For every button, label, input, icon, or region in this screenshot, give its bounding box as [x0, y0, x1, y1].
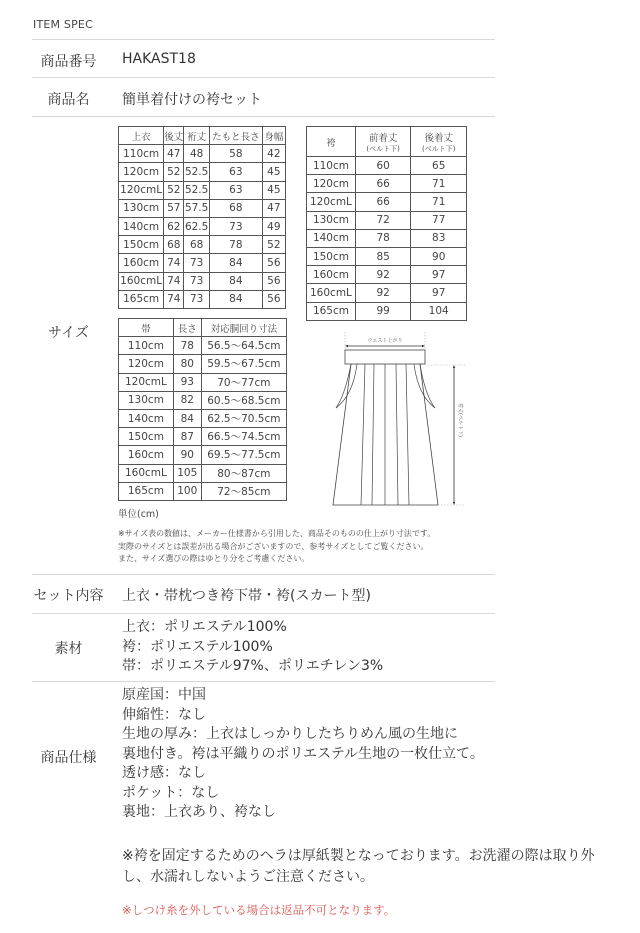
- table-cell: 70〜77cm: [201, 373, 286, 391]
- divider: [32, 39, 495, 40]
- table-cell: 120cmL: [119, 181, 164, 199]
- table-header-cell: たもと長さ: [210, 127, 263, 145]
- table-header-cell: 後着丈 (ベルト下): [411, 127, 467, 157]
- spec-value: [122, 686, 484, 823]
- table-cell: 82: [173, 391, 201, 409]
- product-number-label: 商品番号: [40, 54, 97, 70]
- table-row: [307, 193, 467, 211]
- table-row: [119, 482, 287, 500]
- table-cell: 84: [210, 254, 263, 272]
- table-cell: 100: [173, 482, 201, 500]
- table-header-cell: 裄丈: [184, 127, 210, 145]
- table-cell: 150cm: [119, 428, 174, 446]
- table-cell: 68: [164, 236, 184, 254]
- table-cell: 90: [173, 446, 201, 464]
- table-row: [307, 247, 467, 265]
- set-contents-value: 上衣・帯枕つき袴下帯・袴(スカート型): [122, 588, 371, 604]
- table-row: [119, 217, 286, 235]
- table-row: [119, 272, 286, 290]
- table-cell: 84: [210, 272, 263, 290]
- table-cell: 120cmL: [307, 193, 356, 211]
- table-cell: 92: [355, 266, 410, 284]
- table-row: [119, 163, 286, 181]
- table-cell: 52: [262, 236, 285, 254]
- table-cell: 56: [262, 254, 285, 272]
- table-header-cell: 後丈: [164, 127, 184, 145]
- table-cell: 78: [173, 337, 201, 355]
- table-cell: 69.5〜77.5cm: [201, 446, 286, 464]
- table-header-cell: 前着丈 (ベルト下): [355, 127, 410, 157]
- table-cell: 80: [173, 355, 201, 373]
- table-cell: 97: [411, 284, 467, 302]
- spec-line: 透け感：なし: [122, 765, 206, 781]
- table-cell: 74: [164, 272, 184, 290]
- table-cell: 47: [262, 199, 285, 217]
- table-row: [119, 391, 287, 409]
- table-cell: 72〜85cm: [201, 482, 286, 500]
- spec-line: 原産国：中国: [122, 687, 206, 703]
- table-cell: 56: [262, 290, 285, 308]
- table-cell: 60: [355, 157, 410, 175]
- table-cell: 93: [173, 373, 201, 391]
- spec-line: ポケット：なし: [122, 784, 220, 801]
- table-cell: 68: [184, 236, 210, 254]
- table-cell: 52: [164, 163, 184, 181]
- waistband: [345, 350, 425, 364]
- length-label: 着丈(ベルト下): [457, 403, 463, 437]
- table-cell: 49: [262, 217, 285, 235]
- table-cell: 63: [210, 181, 263, 199]
- table-cell: 47: [164, 145, 184, 163]
- table-cell: 84: [173, 409, 201, 427]
- table-cell: 66: [355, 193, 410, 211]
- spec-header-title: ITEM SPEC: [33, 18, 93, 31]
- table-cell: 110cm: [307, 157, 356, 175]
- table-cell: 74: [164, 290, 184, 308]
- table-cell: 120cm: [119, 163, 164, 181]
- table-cell: 110cm: [119, 145, 164, 163]
- table-cell: 160cmL: [119, 272, 164, 290]
- table-row: [119, 236, 286, 254]
- table-cell: 73: [184, 254, 210, 272]
- spec-label: 商品仕様: [40, 750, 97, 766]
- obi-size-table: [118, 318, 287, 501]
- divider: [32, 613, 495, 614]
- table-row: [119, 145, 286, 163]
- table-cell: 165cm: [307, 302, 356, 320]
- table-header-row: [119, 319, 287, 337]
- divider: [32, 574, 495, 575]
- table-row: [307, 175, 467, 193]
- table-cell: 73: [210, 217, 263, 235]
- hakama-size-table: [306, 126, 467, 321]
- table-header-cell: 長さ: [173, 319, 201, 337]
- table-cell: 78: [210, 236, 263, 254]
- table-cell: 97: [411, 266, 467, 284]
- table-cell: 160cm: [307, 266, 356, 284]
- table-cell: 90: [411, 247, 467, 265]
- unit-label: 単位(cm): [118, 509, 159, 520]
- table-row: [119, 428, 287, 446]
- table-cell: 150cm: [307, 247, 356, 265]
- table-cell: 160cmL: [119, 464, 174, 482]
- table-cell: 130cm: [119, 199, 164, 217]
- return-warning: ※しつけ糸を外している場合は返品不可となります。: [122, 903, 396, 917]
- table-row: [119, 446, 287, 464]
- table-row: [119, 409, 287, 427]
- table-cell: 160cm: [119, 446, 174, 464]
- table-cell: 66.5〜74.5cm: [201, 428, 286, 446]
- table-row: [307, 302, 467, 320]
- table-cell: 56.5〜64.5cm: [201, 337, 286, 355]
- table-cell: 45: [262, 163, 285, 181]
- table-cell: 68: [210, 199, 263, 217]
- material-value: [122, 618, 383, 677]
- table-cell: 73: [184, 290, 210, 308]
- table-cell: 66: [355, 175, 410, 193]
- table-row: [119, 254, 286, 272]
- table-cell: 71: [411, 193, 467, 211]
- table-cell: 165cm: [119, 290, 164, 308]
- table-cell: 60.5〜68.5cm: [201, 391, 286, 409]
- table-cell: 62: [164, 217, 184, 235]
- table-cell: 62.5: [184, 217, 210, 235]
- table-cell: 45: [262, 181, 285, 199]
- table-cell: 57: [164, 199, 184, 217]
- skirt-outline: [333, 364, 438, 505]
- table-cell: 92: [355, 284, 410, 302]
- table-row: [307, 284, 467, 302]
- table-cell: 58: [210, 145, 263, 163]
- table-cell: 42: [262, 145, 285, 163]
- table-cell: 77: [411, 211, 467, 229]
- table-cell: 71: [411, 175, 467, 193]
- product-name-label: 商品名: [47, 92, 90, 108]
- table-cell: 120cm: [119, 355, 174, 373]
- size-note-line: また、サイズ選びの際はゆとり分をご考慮ください。: [118, 554, 310, 563]
- table-header-cell: 袴: [307, 127, 356, 157]
- table-header-cell: 上衣: [119, 127, 164, 145]
- waist-label: ウエスト上がり: [367, 338, 403, 344]
- table-header-cell: 身幅: [262, 127, 285, 145]
- table-cell: 110cm: [119, 337, 174, 355]
- table-row: [119, 373, 287, 391]
- table-row: [307, 229, 467, 247]
- table-cell: 52.5: [184, 163, 210, 181]
- product-name-value: 簡単着付けの袴セット: [122, 92, 262, 108]
- table-cell: 63: [210, 163, 263, 181]
- spatula-note: ※袴を固定するためのヘラは厚紙製となっております。お洗濯の際は取り外し、水濡れしないようご注意ください。: [122, 848, 595, 885]
- size-note-line: ※サイズ表の数値は、メーカー仕様書から引用した、商品そのものの仕上がり寸法です。: [118, 529, 436, 538]
- table-cell: 140cm: [119, 217, 164, 235]
- table-cell: 165cm: [119, 482, 174, 500]
- table-cell: 57.5: [184, 199, 210, 217]
- jacket-size-table: [118, 126, 286, 309]
- table-cell: 83: [411, 229, 467, 247]
- table-row: [119, 290, 286, 308]
- table-cell: 73: [184, 272, 210, 290]
- spec-line: 裏地：上衣あり、袴なし: [122, 804, 276, 820]
- material-label: 素材: [54, 641, 83, 657]
- table-row: [307, 266, 467, 284]
- table-cell: 99: [355, 302, 410, 320]
- material-line: 袴：ポリエステル100%: [122, 638, 273, 655]
- table-cell: 59.5〜67.5cm: [201, 355, 286, 373]
- table-cell: 150cm: [119, 236, 164, 254]
- table-cell: 160cmL: [307, 284, 356, 302]
- table-cell: 120cmL: [119, 373, 174, 391]
- divider: [32, 77, 495, 78]
- table-cell: 65: [411, 157, 467, 175]
- table-cell: 104: [411, 302, 467, 320]
- table-header-cell: 帯: [119, 319, 174, 337]
- table-cell: 130cm: [307, 211, 356, 229]
- product-number-value: HAKAST18: [122, 51, 196, 67]
- size-note-line: 実際のサイズとは誤差が出る場合がございますので、参考サイズとしてご覧ください。: [118, 541, 429, 551]
- table-row: [119, 337, 287, 355]
- table-cell: 84: [210, 290, 263, 308]
- table-cell: 160cm: [119, 254, 164, 272]
- size-notes: [118, 528, 435, 566]
- table-cell: 87: [173, 428, 201, 446]
- table-row: [119, 464, 287, 482]
- divider: [32, 116, 495, 117]
- table-row: [119, 199, 286, 217]
- table-cell: 85: [355, 247, 410, 265]
- table-row: [119, 355, 287, 373]
- table-cell: 74: [164, 254, 184, 272]
- table-cell: 78: [355, 229, 410, 247]
- table-row: [307, 157, 467, 175]
- table-cell: 52: [164, 181, 184, 199]
- table-cell: 140cm: [307, 229, 356, 247]
- spec-line: 伸縮性：なし: [122, 706, 206, 723]
- table-cell: 105: [173, 464, 201, 482]
- table-row: [119, 181, 286, 199]
- table-header-cell: 対応胴回り寸法: [201, 319, 286, 337]
- material-line: 上衣：ポリエステル100%: [122, 619, 287, 635]
- table-cell: 130cm: [119, 391, 174, 409]
- spec-line: 生地の厚み：上衣はしっかりしたちりめん風の生地に: [122, 726, 458, 742]
- table-cell: 80〜87cm: [201, 464, 286, 482]
- table-header-row: [307, 127, 467, 157]
- table-cell: 52.5: [184, 181, 210, 199]
- material-line: 帯：ポリエステル97%、ポリエチレン3%: [122, 658, 384, 674]
- table-cell: 120cm: [307, 175, 356, 193]
- table-cell: 62.5〜70.5cm: [201, 409, 286, 427]
- table-header-row: [119, 127, 286, 145]
- table-row: [307, 211, 467, 229]
- divider: [32, 681, 495, 682]
- hakama-diagram: [315, 330, 465, 515]
- set-contents-label: セット内容: [33, 588, 104, 604]
- table-cell: 48: [184, 145, 210, 163]
- table-cell: 56: [262, 272, 285, 290]
- table-cell: 72: [355, 211, 410, 229]
- table-cell: 140cm: [119, 409, 174, 427]
- size-label: サイズ: [48, 325, 89, 341]
- spec-line: 裏地付き。袴は平織りのポリエステル生地の一枚仕立て。: [122, 745, 484, 762]
